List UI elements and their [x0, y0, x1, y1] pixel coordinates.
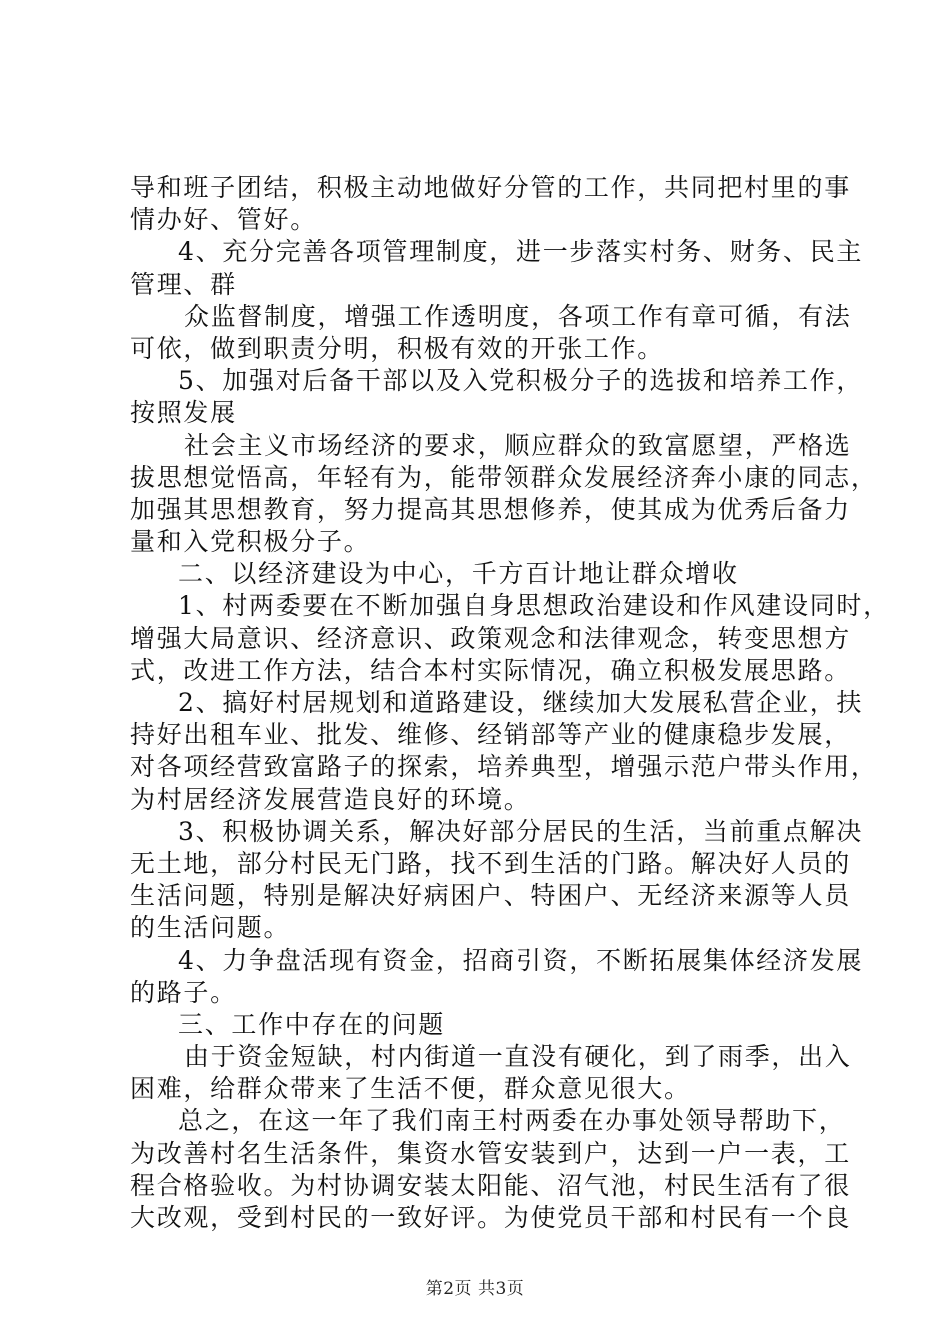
text-line: 式，改进工作方法，结合本村实际情况，确立积极发展思路。 [130, 655, 851, 685]
text-line: 困难，给群众带来了生活不便，群众意见很大。 [130, 1074, 691, 1104]
section-heading: 二、以经济建设为中心，千方百计地让群众增收 [178, 559, 739, 589]
text-line: 生活问题，特别是解决好病困户、特困户、无经济来源等人员 [130, 881, 851, 911]
text-line: 1、村两委要在不断加强自身思想政治建设和作风建设同时， [178, 591, 890, 621]
text-line: 情办好、管好。 [130, 205, 317, 235]
text-line: 的路子。 [130, 977, 237, 1007]
text-line: 4、充分完善各项管理制度，进一步落实村务、财务、民主 [178, 237, 864, 267]
text-line: 4、力争盘活现有资金，招商引资，不断拓展集体经济发展 [178, 945, 864, 975]
text-line: 大改观，受到村民的一致好评。为使党员干部和村民有一个良 [130, 1203, 851, 1232]
text-line: 导和班子团结，积极主动地做好分管的工作，共同把村里的事 [130, 173, 851, 202]
text-line: 无土地，部分村民无门路，找不到生活的门路。解决好人员的 [130, 848, 851, 878]
text-line: 的生活问题。 [130, 913, 291, 943]
document-body [130, 172, 890, 1234]
text-line: 持好出租车业、批发、维修、经销部等产业的健康稳步发展， [130, 720, 851, 750]
text-line: 拔思想觉悟高，年轻有为，能带领群众发展经济奔小康的同志， [130, 462, 878, 492]
text-line: 总之，在这一年了我们南王村两委在办事处领导帮助下， [178, 1106, 846, 1136]
text-line: 为改善村名生活条件，集资水管安装到户，达到一户一表，工 [130, 1138, 851, 1168]
text-line: 社会主义市场经济的要求，顺应群众的致富愿望，严格选 [184, 430, 852, 460]
text-line: 3、积极协调关系，解决好部分居民的生活，当前重点解决 [178, 816, 864, 846]
text-line: 众监督制度，增强工作透明度，各项工作有章可循，有法 [184, 301, 852, 331]
text-line: 程合格验收。为村协调安装太阳能、沼气池，村民生活有了很 [130, 1170, 851, 1200]
text-line: 5、加强对后备干部以及入党积极分子的选拔和培养工作， [178, 366, 864, 396]
text-line: 管理、群 [130, 269, 237, 299]
text-line: 加强其思想教育，努力提高其思想修养，使其成为优秀后备力 [130, 494, 851, 524]
page-number: 第2页 共3页 [425, 1279, 525, 1299]
text-line: 由于资金短缺，村内街道一直没有硬化，到了雨季，出入 [184, 1042, 852, 1072]
section-heading: 三、工作中存在的问题 [178, 1009, 446, 1039]
text-line: 对各项经营致富路子的探索，培养典型，增强示范户带头作用， [130, 752, 878, 782]
text-line: 按照发展 [130, 398, 237, 428]
text-line: 可依，做到职责分明，积极有效的开张工作。 [130, 333, 665, 363]
text-line: 量和入党积极分子。 [130, 527, 371, 557]
text-line: 2、搞好村居规划和道路建设，继续加大发展私营企业，扶 [178, 688, 864, 717]
text-line: 增强大局意识、经济意识、政策观念和法律观念，转变思想方 [130, 623, 851, 653]
text-line: 为村居经济发展营造良好的环境。 [130, 784, 531, 814]
